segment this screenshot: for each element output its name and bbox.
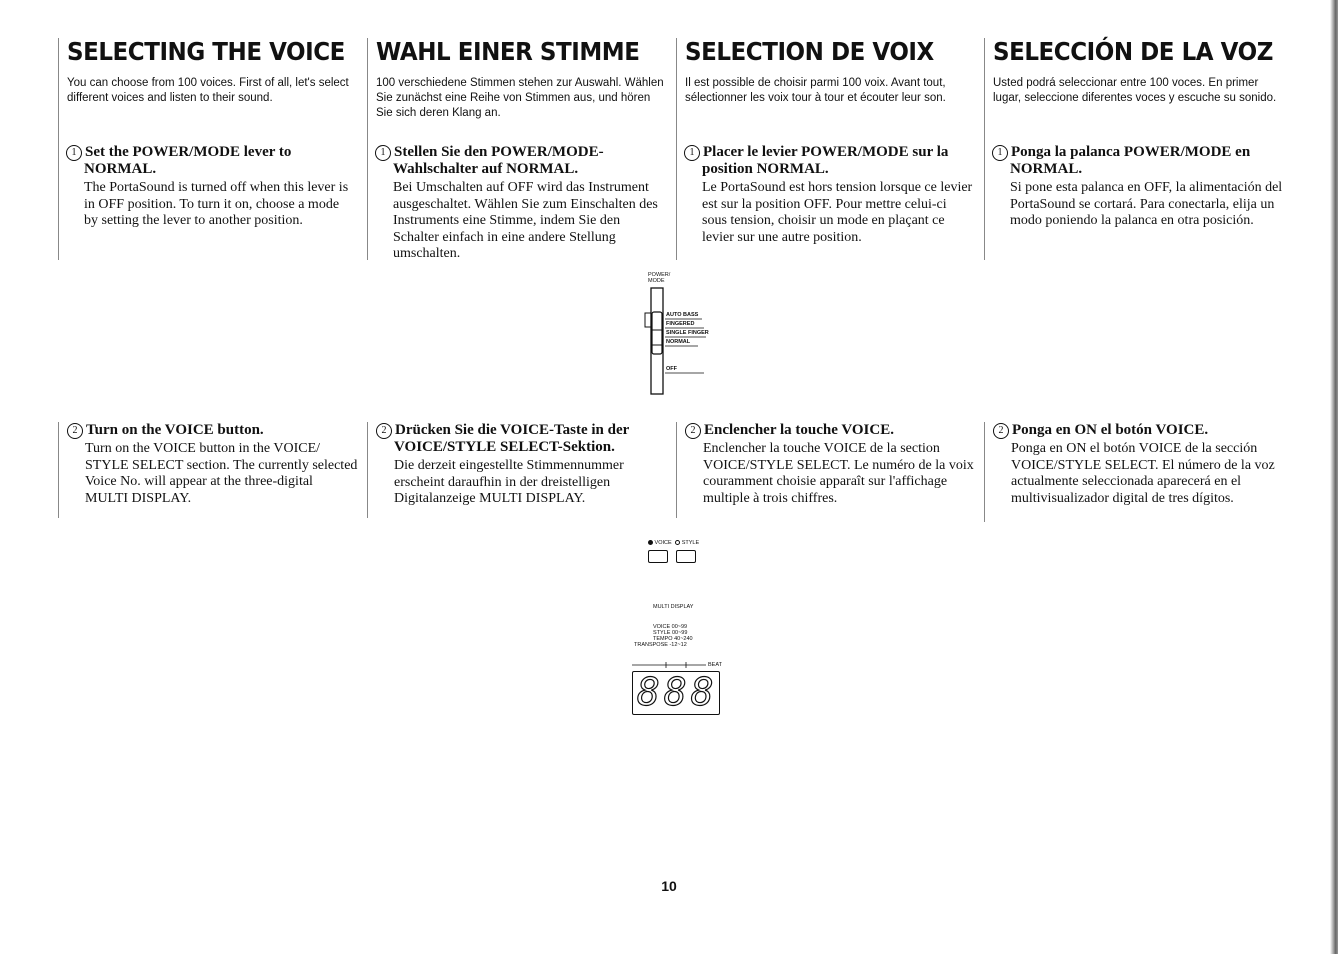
step-heading: 2 Enclencher la touche VOICE. (685, 422, 976, 439)
multi-display-screen (632, 671, 720, 715)
range-row: TRANSPOSE -12~12 (634, 642, 687, 648)
step-body: Si pone esta palanca en OFF, la alimentación del PortaSound se cortará. Para conectarla, elija un modo poniendo la palanca en otra posición. (1010, 180, 1283, 228)
step-number: 2 (67, 423, 83, 439)
intro-text: You can choose from 100 voices. First of all, let's select different voices and listen to their sound. (67, 77, 349, 104)
lever-position-label: OFF (666, 366, 677, 372)
section-title: WAHL EINER STIMME (376, 37, 640, 66)
multi-display-label: MULTI DISPLAY (653, 604, 694, 610)
step-1-french (684, 144, 974, 246)
step-body: Bei Umschalten auf OFF wird das Instrument ausgeschaltet. Wählen Sie zum Einschalten des Instruments eine Stimme, indem Sie den Schalter einfach in eine andere Stellung umschalten. (393, 180, 658, 261)
step-heading: 1 Set the POWER/MODE lever to NORMAL. (66, 144, 352, 178)
step-heading: 1 Stellen Sie den POWER/MODE-Wahlschalter auf NORMAL. (375, 144, 667, 178)
step-body: Le PortaSound est hors tension lorsque ce levier est sur la position OFF. Pour mettre celui-ci sous tension, choisir un mode en plaçant ce levier sur une autre position. (702, 180, 973, 245)
page-edge-shadow (1330, 0, 1338, 954)
style-label: STYLE (681, 540, 700, 546)
step-body: Turn on the VOICE button in the VOICE/ STYLE SELECT section. The currently selected Voice No. will appear at the three-digital MULTI DISPLAY. (85, 441, 358, 506)
step-1-german (375, 144, 667, 263)
lever-position-label: AUTO BASS (666, 312, 699, 318)
lever-position-label: NORMAL (666, 339, 691, 345)
section-title: SELECTION DE VOIX (685, 37, 934, 66)
range-row: STYLE 00~99 (653, 630, 688, 636)
step-body: Ponga en ON el botón VOICE de la sección VOICE/STYLE SELECT. El número de la voz actualmente seleccionada aparecerá en el multivisualizador digital de tres dígitos. (1011, 441, 1275, 506)
power-mode-lever-figure (640, 270, 730, 400)
step-number: 1 (992, 145, 1008, 161)
voice-style-figure (630, 538, 740, 718)
step-number: 2 (993, 423, 1009, 439)
step-body: Enclencher la touche VOICE de la section VOICE/STYLE SELECT. Le numéro de la voix couramment choisie apparaît sur l'affichage multiple à trois chiffres. (703, 441, 974, 506)
step-heading: 2 Ponga en ON el botón VOICE. (993, 422, 1284, 439)
step-heading: 2 Turn on the VOICE button. (67, 422, 358, 439)
step-number: 1 (375, 145, 391, 161)
voice-label: VOICE (654, 540, 672, 546)
step-body: Die derzeit eingestellte Stimmennummer erscheint daraufhin in der dreistelligen Digitalanzeige MULTI DISPLAY. (394, 458, 624, 506)
step-2-french (676, 422, 976, 518)
voice-indicator-icon (648, 540, 653, 545)
step-number: 2 (685, 423, 701, 439)
lever-title: POWER/ MODE (648, 272, 671, 284)
step-body: The PortaSound is turned off when this lever is in OFF position. To turn it on, choose a mode by setting the lever to another position. (84, 180, 349, 228)
intro-text: 100 verschiedene Stimmen stehen zur Auswahl. Wählen Sie zunächst eine Reihe von Stimmen aus, und hören Sie sich deren Klang an. (376, 77, 664, 119)
step-heading: 2 Drücken Sie die VOICE-Taste in der VOICE/STYLE SELECT-Sektion. (376, 422, 667, 456)
step-1-english (66, 144, 352, 230)
range-row: TEMPO 40~240 (653, 636, 693, 642)
beat-label: BEAT (708, 662, 722, 668)
intro-text: Usted podrá seleccionar entre 100 voces. En primer lugar, seleccione diferentes voces y escuche su sonido. (993, 77, 1277, 104)
range-row: VOICE 00~99 (653, 624, 688, 630)
section-title: SELECCIÓN DE LA VOZ (993, 37, 1273, 66)
step-number: 2 (376, 423, 392, 439)
lever-position-label: SINGLE FINGER (666, 330, 709, 336)
display-digits: 888 (637, 670, 718, 714)
step-2-spanish (984, 422, 1284, 522)
step-number: 1 (684, 145, 700, 161)
step-number: 1 (66, 145, 82, 161)
step-1-spanish (992, 144, 1284, 230)
step-2-english (58, 422, 358, 518)
step-2-german (367, 422, 667, 518)
style-indicator-icon (675, 540, 680, 545)
page-number: 10 (661, 878, 677, 894)
step-heading: 1 Ponga la palanca POWER/MODE en NORMAL. (992, 144, 1284, 178)
style-button[interactable] (676, 550, 696, 563)
intro-text: Il est possible de choisir parmi 100 voix. Avant tout, sélectionner les voix tour à tour et écouter leur son. (685, 77, 946, 104)
voice-button[interactable] (648, 550, 668, 563)
lever-position-label: FINGERED (666, 321, 695, 327)
voice-style-labels (648, 540, 699, 546)
step-heading: 1 Placer le levier POWER/MODE sur la position NORMAL. (684, 144, 974, 178)
section-title: SELECTING THE VOICE (67, 37, 345, 66)
